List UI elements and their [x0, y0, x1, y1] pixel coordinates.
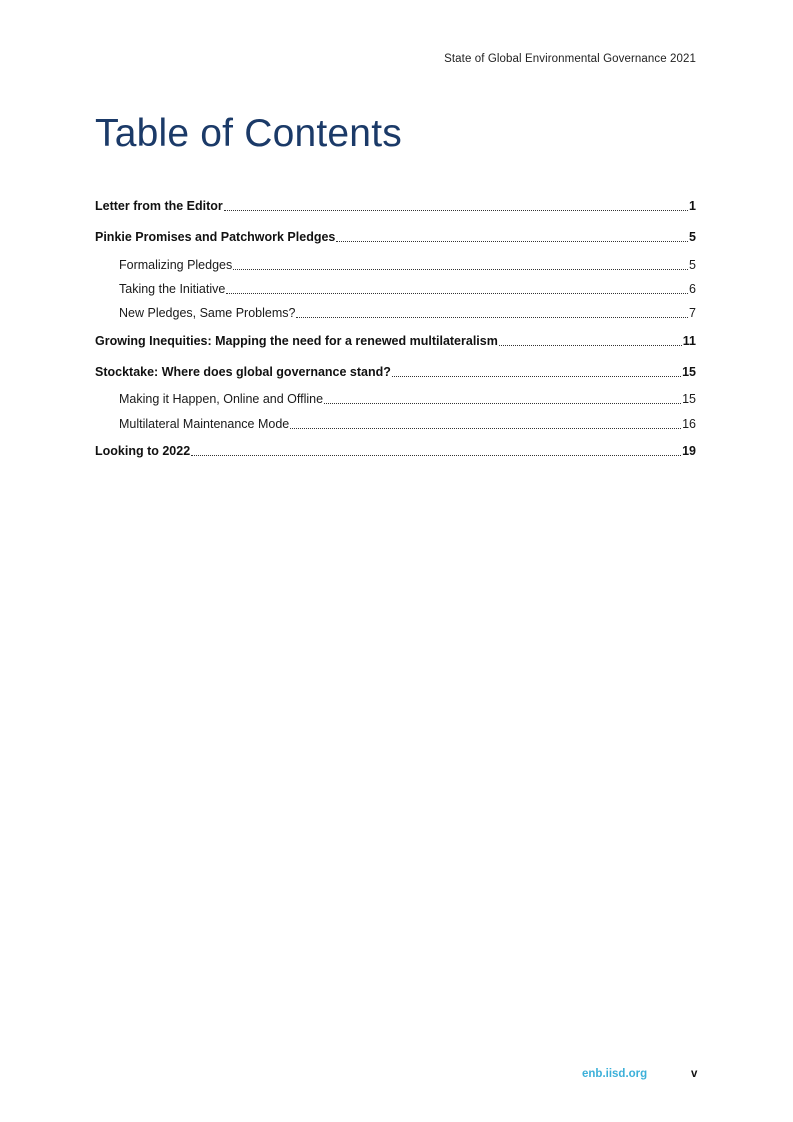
toc-dot-leader [191, 455, 681, 456]
page-title: Table of Contents [95, 112, 402, 155]
toc-entry-stocktake[interactable] [95, 363, 696, 381]
toc-dot-leader [296, 317, 688, 318]
toc-dot-leader [324, 403, 681, 404]
toc-entry-page-number: 19 [682, 444, 696, 458]
toc-entry-page-number: 15 [682, 365, 696, 379]
toc-entry-making-it-happen[interactable] [119, 390, 696, 408]
toc-entry-label: Taking the Initiative [119, 282, 226, 296]
toc-dot-leader [499, 345, 682, 346]
toc-entry-page-number: 15 [682, 392, 696, 406]
toc-entry-growing-inequities[interactable] [95, 332, 696, 350]
footer-page-number: v [691, 1068, 698, 1080]
toc-entry-label: New Pledges, Same Problems? [119, 306, 296, 320]
toc-entry-page-number: 1 [689, 199, 696, 213]
toc-entry-label: Looking to 2022 [95, 444, 191, 458]
toc-dot-leader [233, 269, 688, 270]
toc-entry-looking-to-2022[interactable] [95, 442, 696, 460]
toc-entry-page-number: 7 [689, 306, 696, 320]
toc-entry-pinkie-promises[interactable] [95, 228, 696, 246]
toc-entry-page-number: 6 [689, 282, 696, 296]
toc-entry-label: Pinkie Promises and Patchwork Pledges [95, 230, 336, 244]
toc-entry-label: Multilateral Maintenance Mode [119, 417, 290, 431]
toc-entry-label: Making it Happen, Online and Offline [119, 392, 324, 406]
toc-dot-leader [290, 428, 681, 429]
toc-entry-page-number: 5 [689, 258, 696, 272]
toc-entry-label: Growing Inequities: Mapping the need for a renewed multilateralism [95, 334, 498, 348]
toc-dot-leader [224, 210, 688, 211]
toc-entry-taking-the-initiative[interactable] [119, 280, 696, 298]
toc-entry-page-number: 11 [682, 334, 696, 348]
toc-dot-leader [226, 293, 688, 294]
toc-dot-leader [392, 376, 681, 377]
toc-entry-formalizing-pledges[interactable] [119, 256, 696, 274]
toc-entry-page-number: 5 [689, 230, 696, 244]
toc-entry-letter-from-editor[interactable] [95, 197, 696, 215]
running-header: State of Global Environmental Governance 2021 [444, 53, 696, 65]
toc-entry-label: Stocktake: Where does global governance stand? [95, 365, 391, 379]
toc-dot-leader [336, 241, 688, 242]
toc-entry-page-number: 16 [682, 417, 696, 431]
toc-entry-multilateral-maintenance[interactable] [119, 415, 696, 433]
toc-entry-label: Letter from the Editor [95, 199, 223, 213]
toc-entry-new-pledges[interactable] [119, 304, 696, 322]
footer-website-link[interactable]: enb.iisd.org [582, 1068, 648, 1080]
toc-entry-label: Formalizing Pledges [119, 258, 233, 272]
